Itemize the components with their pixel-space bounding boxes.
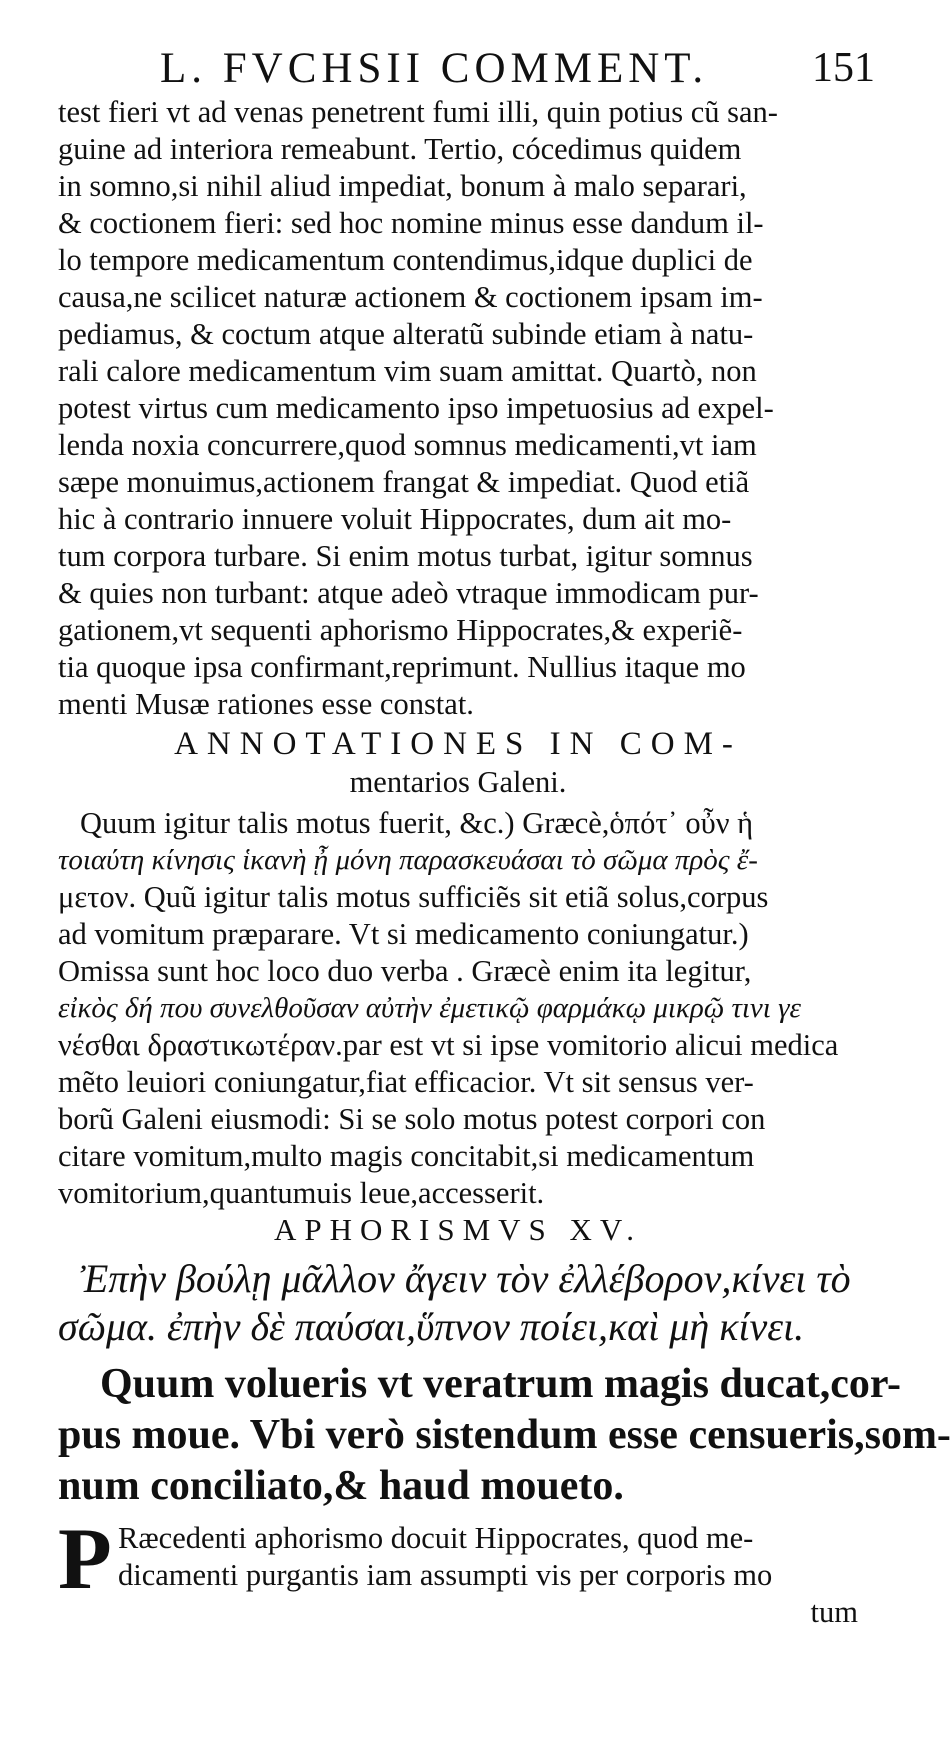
aphorism-latin-line: num conciliato,& haud moueto. xyxy=(58,1463,624,1509)
text-line: hic à contrario innuere voluit Hippocrates, dum ait mo- xyxy=(58,502,732,536)
text-line: guine ad interiora remeabunt. Tertio, cócedimus quidem xyxy=(58,132,742,166)
text-line: pediamus, & coctum atque alteratũ subinde etiam à natu- xyxy=(58,317,754,351)
annotation-line: νέσθαι δραστικωτέραν.par est vt si ipse vomitorio alicui medica xyxy=(58,1028,839,1062)
aphorism-latin-line: pus moue. Vbi verò sistendum esse censueris,som- xyxy=(58,1412,951,1458)
annotations-subheading: mentarios Galeni. xyxy=(349,765,567,799)
aphorism-greek-line: Ἐπὴν βούλῃ μᾶλλον ἄγειν τὸν ἐλλέβορον,κίνει τὸ xyxy=(80,1256,851,1301)
annotation-line: citare vomitum,multo magis concitabit,si medicamentum xyxy=(58,1139,755,1173)
annotation-line: vomitorium,quantumuis leue,accesserit. xyxy=(58,1176,545,1210)
annotation-greek-line: τοιαύτη κίνησις ἱκανὴ ᾖ μόνη παρασκευάσαι τὸ σῶμα πρὸς ἔ- xyxy=(58,844,758,876)
annotation-line: Omissa sunt hoc loco duo verba . Græcè enim ita legitur, xyxy=(58,954,752,988)
aphorism-title: APHORISMVS XV. xyxy=(273,1212,643,1247)
text-line: tum corpora turbare. Si enim motus turbat, igitur somnus xyxy=(58,539,753,573)
text-line: rali calore medicamentum vim suam amittat. Quartò, non xyxy=(58,354,757,388)
text-line: & coctionem fieri: sed hoc nomine minus esse dandum il- xyxy=(58,206,764,240)
running-head: L. FVCHSII COMMENT. xyxy=(160,45,709,92)
aphorism-greek-line: σῶμα. ἐπὴν δὲ παύσαι,ὕπνον ποίει,καὶ μὴ κίνει. xyxy=(58,1304,805,1349)
annotation-line: Quum igitur talis motus fuerit, &c.) Græcè,ὁπότ᾽ οὖν ἡ xyxy=(80,806,754,840)
page-number: 151 xyxy=(812,45,875,91)
annotation-line: μετον. Quũ igitur talis motus sufficiẽs sit etiã solus,corpus xyxy=(58,880,769,914)
annotation-greek-line: εἰκὸς δή που συνελθοῦσαν αὐτὴν ἐμετικῷ φαρμάκῳ μικρῷ τινι γε xyxy=(58,992,801,1024)
catchword: tum xyxy=(810,1595,858,1629)
text-line: in somno,si nihil aliud impediat, bonum à malo separari, xyxy=(58,169,747,203)
text-line: sæpe monuimus,actionem frangat & impediat. Quod etiã xyxy=(58,465,750,499)
annotation-line: mẽto leuiori coniungatur,fiat efficacior. Vt sit sensus ver- xyxy=(58,1065,754,1099)
commentary-line: dicamenti purgantis iam assumpti vis per corporis mo xyxy=(118,1558,773,1592)
text-line: causa,ne scilicet naturæ actionem & coctionem ipsam im- xyxy=(58,280,763,314)
text-line: menti Musæ rationes esse constat. xyxy=(58,687,474,721)
annotation-line: borũ Galeni eiusmodi: Si se solo motus potest corpori con xyxy=(58,1102,766,1136)
text-line: lenda noxia concurrere,quod somnus medicamenti,vt iam xyxy=(58,428,757,462)
text-line: gationem,vt sequenti aphorismo Hippocrates,& experiẽ- xyxy=(58,613,743,647)
text-line: lo tempore medicamentum contendimus,idque duplici de xyxy=(58,243,753,277)
drop-capital: P xyxy=(58,1511,112,1608)
annotation-line: ad vomitum præparare. Vt si medicamento coniungatur.) xyxy=(58,917,749,951)
text-line: tia quoque ipsa confirmant,reprimunt. Nullius itaque mo xyxy=(58,650,746,684)
text-line: test fieri vt ad venas penetrent fumi illi, quin potius cũ san- xyxy=(58,95,778,129)
text-line: & quies non turbant: atque adeò vtraque immodicam pur- xyxy=(58,576,759,610)
commentary-line: Ræcedenti aphorismo docuit Hippocrates, quod me- xyxy=(118,1521,754,1555)
text-line: potest virtus cum medicamento ipso impetuosius ad expel- xyxy=(58,391,774,425)
aphorism-latin-line: Quum volueris vt veratrum magis ducat,cor- xyxy=(100,1361,901,1407)
annotations-heading: ANNOTATIONES IN COM- xyxy=(174,726,742,762)
